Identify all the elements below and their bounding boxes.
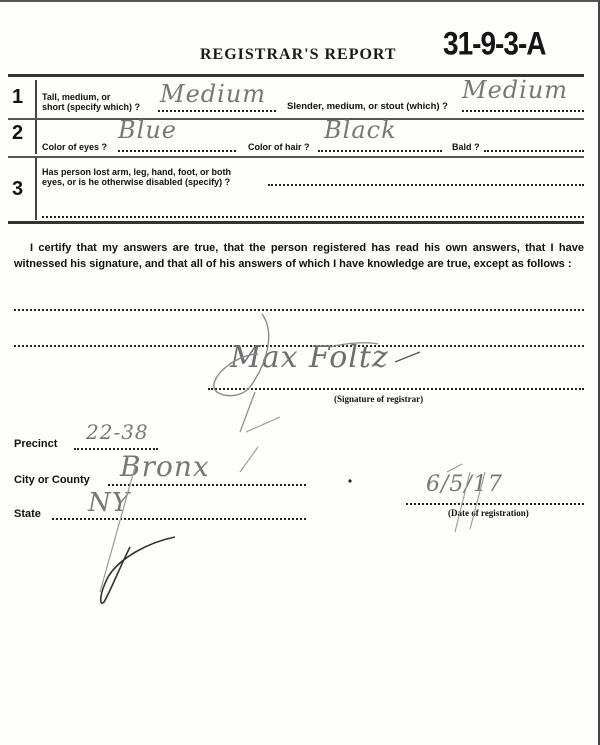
precinct-value: 22-38 <box>86 420 149 444</box>
height-answer: Medium <box>160 80 267 108</box>
question-number-1: 1 <box>12 86 24 108</box>
registration-date-line <box>406 503 584 505</box>
disability-answer-line-2 <box>42 216 584 218</box>
row-divider-1 <box>8 118 584 120</box>
hair-color-answer: Black <box>324 116 397 144</box>
state-label: State <box>14 508 41 520</box>
document-title: REGISTRAR'S REPORT <box>200 46 397 63</box>
height-answer-line <box>158 110 276 112</box>
eye-color-answer: Blue <box>118 116 177 144</box>
state-value: NY <box>88 488 130 518</box>
signature-caption: (Signature of registrar) <box>334 394 424 404</box>
height-label-line2: short (specify which) ? <box>42 102 141 112</box>
question-number-2: 2 <box>12 122 24 144</box>
registration-date-caption: (Date of registration) <box>448 508 529 518</box>
hair-color-answer-line <box>318 150 442 152</box>
question-2-divider <box>35 120 37 154</box>
disability-label-line1: Has person lost arm, leg, hand, foot, or both <box>42 167 232 177</box>
city-county-value: Bronx <box>120 450 210 483</box>
hair-color-label: Color of hair ? <box>248 142 310 152</box>
questions-bottom-divider <box>8 221 584 224</box>
city-county-answer-line <box>108 484 306 486</box>
signature-line <box>208 388 584 390</box>
height-label-line1: Tall, medium, or <box>42 92 111 102</box>
row-divider-2 <box>8 156 584 158</box>
disability-answer-line-1 <box>268 184 584 186</box>
precinct-label: Precinct <box>14 438 58 450</box>
bald-label: Bald ? <box>452 142 480 152</box>
exceptions-line-1 <box>14 309 584 311</box>
bald-answer-line <box>484 150 584 152</box>
disability-label-line2: eyes, or is he otherwise disabled (specify) ? <box>42 177 231 187</box>
eye-color-label: Color of eyes ? <box>42 142 108 152</box>
city-county-label: City or County <box>14 474 90 486</box>
question-1-divider <box>35 80 37 118</box>
eye-color-answer-line <box>118 150 236 152</box>
serial-number: 31-9-3-A <box>443 25 546 62</box>
registration-date-value: 6/5/17 <box>426 472 503 497</box>
build-answer: Medium <box>462 76 569 104</box>
build-label: Slender, medium, or stout (which) ? <box>287 101 448 112</box>
question-number-3: 3 <box>12 178 24 200</box>
build-answer-line <box>462 110 584 112</box>
state-answer-line <box>52 518 306 520</box>
certification-statement: I certify that my answers are true, that the person registered has read his own answers, that I have witnessed his signature, and that all of his answers of which I have knowledge are true, except as follows : <box>14 242 584 270</box>
registrar-signature: Max Foltz <box>230 340 389 375</box>
question-3-divider <box>35 158 37 220</box>
